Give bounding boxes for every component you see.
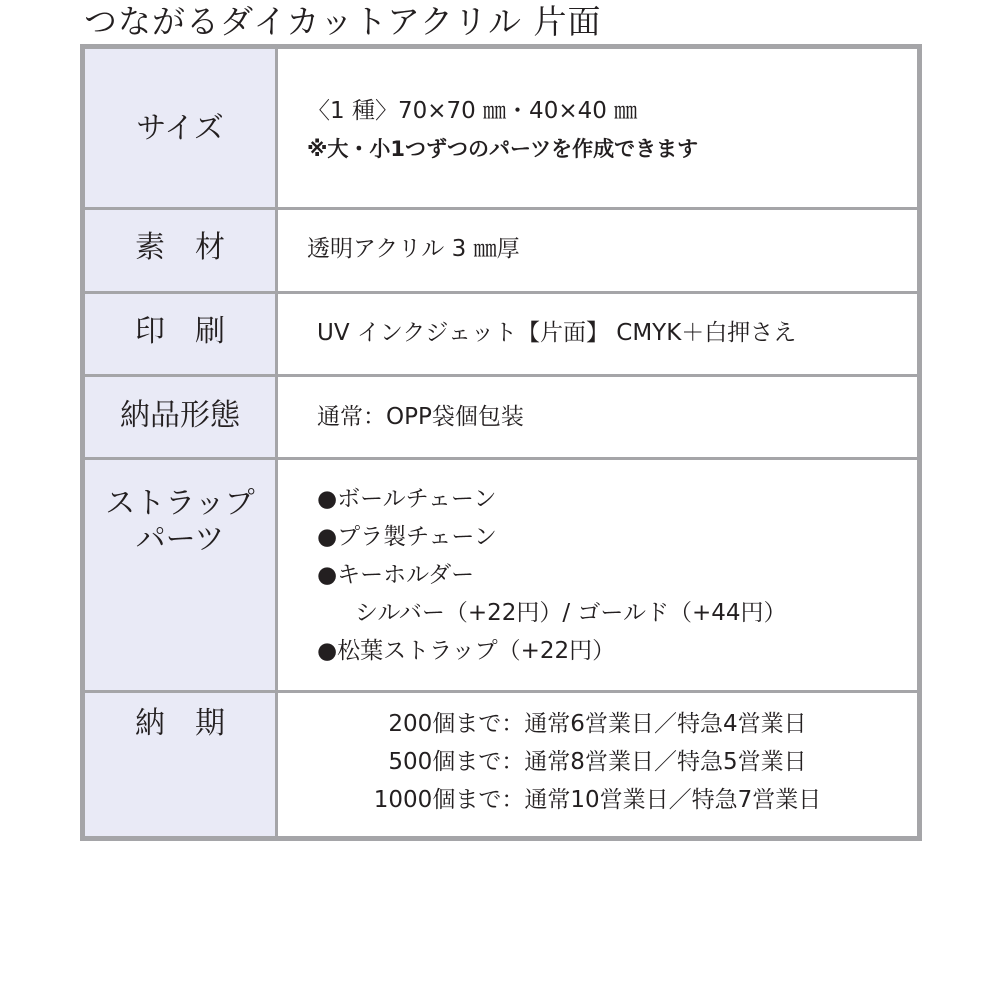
value-print <box>317 314 796 352</box>
value-strap-parts <box>317 480 787 670</box>
lead-time-500: 500個まで：通常8営業日／特急5営業日 <box>388 749 807 775</box>
material-text: 透明アクリル 3 ㎜厚 <box>307 236 520 262</box>
label-material <box>85 230 275 266</box>
label-print-text: 印 刷 <box>135 314 225 349</box>
label-strap-line1: ストラップ <box>105 486 255 521</box>
label-packaging-text: 納品形態 <box>120 398 240 433</box>
value-size <box>307 92 698 168</box>
packaging-text: 通常：OPP袋個包装 <box>317 404 524 430</box>
label-packaging <box>85 398 275 434</box>
print-text: UV インクジェット【片面】 CMYK＋白押さえ <box>317 320 797 346</box>
row-divider <box>85 457 917 460</box>
label-strap-line2: パーツ <box>135 522 225 557</box>
size-note-text: ※大・小1つずつのパーツを作成できます <box>307 137 699 161</box>
strap-item-matsuba: ●松葉ストラップ（+22円） <box>317 638 616 664</box>
spec-table <box>80 44 922 841</box>
lead-time-1000: 1000個まで：通常10営業日／特急7営業日 <box>373 787 822 813</box>
page-title: つながるダイカットアクリル 片面 <box>84 2 602 41</box>
row-divider <box>85 291 917 294</box>
row-divider <box>85 374 917 377</box>
size-spec-text: 〈1 種〉70×70 ㎜・40×40 ㎜ <box>307 98 638 124</box>
strap-keyholder-options: シルバー（+22円）/ ゴールド（+44円） <box>355 600 787 626</box>
label-size <box>85 111 275 147</box>
value-packaging <box>317 398 524 436</box>
label-print <box>85 314 275 350</box>
lead-time-200: 200個まで：通常6営業日／特急4営業日 <box>388 711 807 737</box>
value-lead-time <box>278 705 917 819</box>
value-material <box>307 230 520 268</box>
row-divider <box>85 690 917 693</box>
strap-item-ball-chain: ●ボールチェーン <box>317 486 497 512</box>
row-divider <box>85 207 917 210</box>
strap-item-plastic-chain: ●プラ製チェーン <box>317 524 497 550</box>
label-lead-time-text: 納 期 <box>135 706 225 741</box>
label-strap-parts <box>85 486 275 558</box>
label-lead-time <box>85 706 275 742</box>
label-size-text: サイズ <box>136 111 224 146</box>
strap-item-keyholder: ●キーホルダー <box>317 562 475 588</box>
label-material-text: 素 材 <box>135 230 225 265</box>
